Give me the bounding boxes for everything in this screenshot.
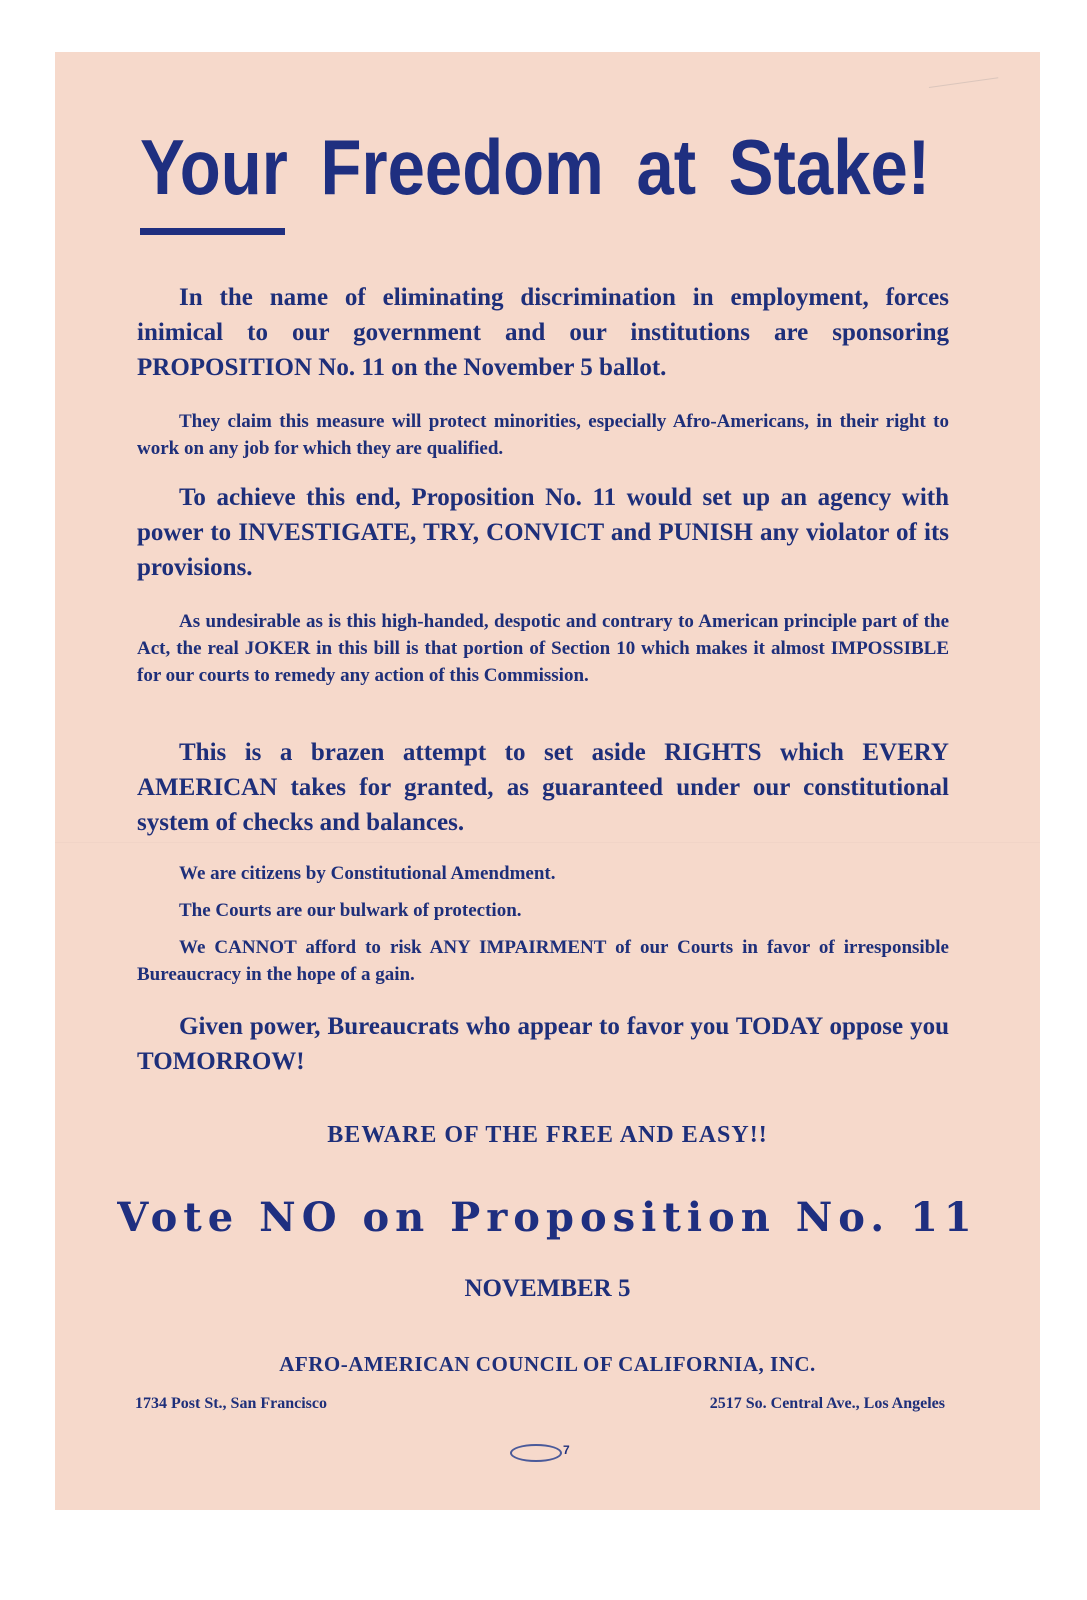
union-label-icon (510, 1444, 562, 1462)
paragraph-6-block (137, 860, 949, 887)
paragraph-6: We are citizens by Constitutional Amendment. (179, 863, 556, 884)
address-los-angeles: 2517 So. Central Ave., Los Angeles (709, 1395, 945, 1412)
headline-word-at: at (636, 123, 697, 211)
paragraph-9: Given power, Bureaucrats who appear to favor you TODAY oppose you TOMORROW! (137, 1013, 949, 1075)
organization-name: AFRO-AMERICAN COUNCIL OF CALIFORNIA, INC. (279, 1352, 816, 1376)
headline (140, 123, 931, 211)
flyer-sheet (55, 52, 1040, 1510)
beware-line: BEWARE OF THE FREE AND EASY!! (327, 1122, 768, 1148)
paragraph-8-block (137, 934, 949, 988)
fold-line (55, 842, 1040, 843)
paragraph-1-block (137, 280, 949, 385)
paragraph-7: The Courts are our bulwark of protection. (179, 900, 522, 921)
vote-slogan: Vote NO on Proposition No. 11 (117, 1194, 978, 1241)
headline-underline (140, 228, 285, 235)
election-date: NOVEMBER 5 (464, 1275, 631, 1302)
headline-word-your: Your (140, 123, 288, 211)
paragraph-7-block (137, 897, 949, 924)
paragraph-3: To achieve this end, Proposition No. 11 would set up an agency with power to INVESTIGATE, TRY, CONVICT and PUNISH any violator of its provisions. (137, 484, 949, 581)
paragraph-4: As undesirable as is this high-handed, despotic and contrary to American principle part of the Act, the real JOKER in this bill is that portion of Section 10 which makes it almost IMPOSSIBLE for our courts to remedy any action of this Commission. (137, 611, 949, 686)
paragraph-1: In the name of eliminating discrimination in employment, forces inimical to our government and our institutions are sponsoring PROPOSITION No. 11 on the November 5 ballot. (137, 284, 949, 381)
paragraph-2-block (137, 408, 949, 462)
paragraph-3-block (137, 480, 949, 585)
pencil-mark (929, 77, 1001, 108)
paragraph-5: This is a brazen attempt to set aside RIGHTS which EVERY AMERICAN takes for granted, as guaranteed under our constitutional system of checks and balances. (137, 739, 949, 836)
paragraph-8: We CANNOT afford to risk ANY IMPAIRMENT of our Courts in favor of irresponsible Bureaucracy in the hope of a gain. (137, 937, 949, 985)
headline-word-stake: Stake! (728, 123, 931, 211)
paragraph-9-block (137, 1009, 949, 1079)
union-label-number: 7 (563, 1443, 570, 1457)
paragraph-5-block (137, 735, 949, 840)
headline-word-freedom: Freedom (320, 123, 604, 211)
address-san-francisco: 1734 Post St., San Francisco (135, 1395, 327, 1412)
paragraph-2: They claim this measure will protect minorities, especially Afro-Americans, in their right to work on any job for which they are qualified. (137, 411, 949, 459)
paragraph-4-block (137, 608, 949, 689)
